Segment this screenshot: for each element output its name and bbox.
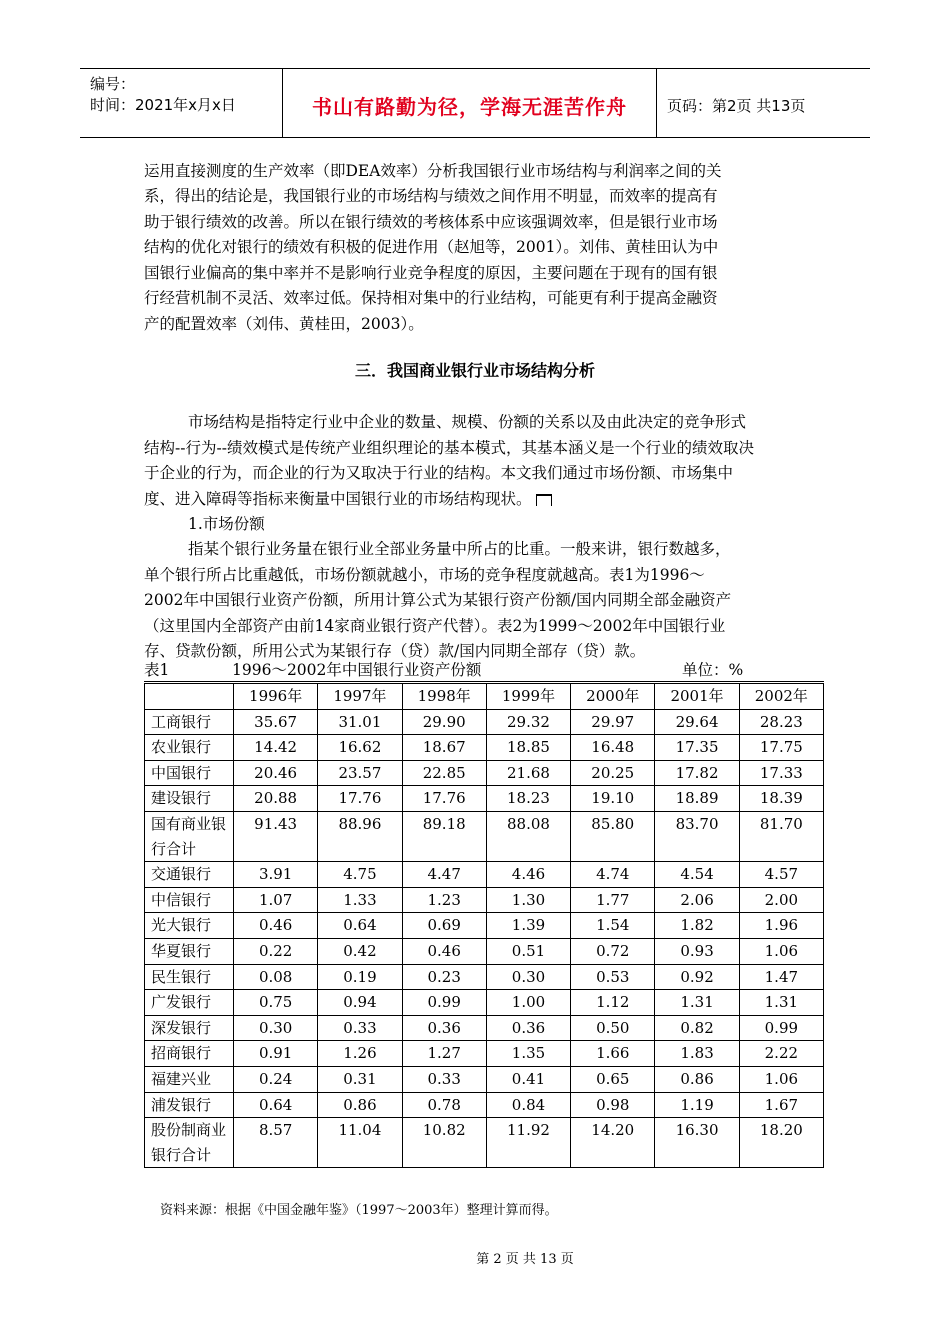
year-header: 2000年: [571, 683, 655, 710]
table-unit: 单位：%: [682, 661, 744, 679]
value-cell: 1.47: [739, 964, 823, 990]
bank-name-cell: 招商银行: [145, 1041, 234, 1067]
value-cell: 0.98: [571, 1092, 655, 1118]
value-cell: 19.10: [571, 786, 655, 812]
value-cell: 18.89: [655, 786, 739, 812]
value-cell: 1.33: [318, 887, 402, 913]
value-cell: 1.83: [655, 1041, 739, 1067]
value-cell: 0.24: [234, 1066, 318, 1092]
value-cell: 1.66: [571, 1041, 655, 1067]
value-cell: 1.67: [739, 1092, 823, 1118]
value-cell: 0.33: [402, 1066, 486, 1092]
value-cell: 29.64: [655, 709, 739, 735]
value-cell: 0.93: [655, 938, 739, 964]
value-cell: 17.76: [318, 786, 402, 812]
value-cell: 22.85: [402, 760, 486, 786]
value-cell: 0.46: [234, 913, 318, 939]
text-line: 指某个银行业务量在银行业全部业务量中所占的比重。一般来讲，银行数越多，: [188, 540, 731, 558]
value-cell: 0.19: [318, 964, 402, 990]
value-cell: 21.68: [486, 760, 570, 786]
value-cell: 1.27: [402, 1041, 486, 1067]
table-row: [145, 1118, 824, 1168]
value-cell: 18.85: [486, 735, 570, 761]
source-note: 资料来源：根据《中国金融年鉴》（1997～2003年）整理计算而得。: [160, 1203, 558, 1218]
value-cell: 88.08: [486, 811, 570, 861]
bank-name-cell: 股份制商业银行合计: [145, 1118, 234, 1168]
value-cell: 18.39: [739, 786, 823, 812]
value-cell: 83.70: [655, 811, 739, 861]
document-time-label: 时间：2021年x月x日: [90, 96, 236, 114]
text-line: 市场结构是指特定行业中企业的数量、规模、份额的关系以及由此决定的竞争形式: [188, 413, 747, 431]
text-cursor-mark: [536, 494, 552, 506]
text-line: 运用直接测度的生产效率（即DEA效率）分析我国银行业市场结构与利润率之间的关: [144, 162, 722, 180]
text-line: [144, 487, 804, 509]
value-cell: 0.41: [486, 1066, 570, 1092]
text-line: 助于银行绩效的改善。所以在银行绩效的考核体系中应该强调效率，但是银行业市场: [144, 213, 718, 231]
text-line: 存、贷款份额，所用公式为某银行存（贷）款/国内同期全部存（贷）款。: [144, 642, 646, 660]
value-cell: 0.30: [234, 1015, 318, 1041]
table-row: [145, 1066, 824, 1092]
value-cell: 91.43: [234, 811, 318, 861]
value-cell: 0.46: [402, 938, 486, 964]
value-cell: 17.35: [655, 735, 739, 761]
value-cell: 10.82: [402, 1118, 486, 1168]
bank-name-cell: 中国银行: [145, 760, 234, 786]
bank-name-cell: 深发银行: [145, 1015, 234, 1041]
value-cell: 2.22: [739, 1041, 823, 1067]
value-cell: 88.96: [318, 811, 402, 861]
value-cell: 0.92: [655, 964, 739, 990]
bank-name-cell: 光大银行: [145, 913, 234, 939]
header-motto: 书山有路勤为径，学海无涯苦作舟: [312, 95, 627, 119]
value-cell: 0.53: [571, 964, 655, 990]
value-cell: 1.39: [486, 913, 570, 939]
value-cell: 0.08: [234, 964, 318, 990]
value-cell: 28.23: [739, 709, 823, 735]
value-cell: 1.96: [739, 913, 823, 939]
value-cell: 0.86: [318, 1092, 402, 1118]
value-cell: 20.25: [571, 760, 655, 786]
text-line: 于企业的行为，而企业的行为又取决于行业的结构。本文我们通过市场份额、市场集中: [144, 464, 734, 482]
value-cell: 0.69: [402, 913, 486, 939]
value-cell: 0.82: [655, 1015, 739, 1041]
text-line: 结构--行为--绩效模式是传统产业组织理论的基本模式，其基本涵义是一个行业的绩效取决: [144, 439, 754, 457]
subheading-market-share: 1.市场份额: [188, 515, 265, 533]
value-cell: 0.23: [402, 964, 486, 990]
header-page-cell: [657, 69, 870, 137]
table-row: [145, 990, 824, 1016]
bank-name-cell: 中信银行: [145, 887, 234, 913]
value-cell: 17.76: [402, 786, 486, 812]
value-cell: 89.18: [402, 811, 486, 861]
value-cell: 0.30: [486, 964, 570, 990]
value-cell: 81.70: [739, 811, 823, 861]
value-cell: 0.36: [402, 1015, 486, 1041]
text-line: 系，得出的结论是，我国银行业的市场结构与绩效之间作用不明显，而效率的提高有: [144, 187, 718, 205]
year-header: 2001年: [655, 683, 739, 710]
table-row: [145, 1015, 824, 1041]
table-title: 1996～2002年中国银行业资产份额: [232, 661, 482, 679]
value-cell: 18.20: [739, 1118, 823, 1168]
bank-name-cell: 农业银行: [145, 735, 234, 761]
bank-name-cell: 交通银行: [145, 862, 234, 888]
section-heading: 三．我国商业银行业市场结构分析: [354, 361, 595, 380]
value-cell: 31.01: [318, 709, 402, 735]
value-cell: 4.57: [739, 862, 823, 888]
value-cell: 85.80: [571, 811, 655, 861]
year-header: 1999年: [486, 683, 570, 710]
bank-name-cell: 华夏银行: [145, 938, 234, 964]
value-cell: 14.42: [234, 735, 318, 761]
value-cell: 1.07: [234, 887, 318, 913]
value-cell: 0.33: [318, 1015, 402, 1041]
table-row: [145, 938, 824, 964]
table-body: [145, 709, 824, 1168]
text-line: 国银行业偏高的集中率并不是影响行业竞争程度的原因，主要问题在于现有的国有银: [144, 264, 718, 282]
document-number-label: 编号：: [90, 75, 136, 93]
value-cell: 18.23: [486, 786, 570, 812]
value-cell: 1.06: [739, 1066, 823, 1092]
value-cell: 17.33: [739, 760, 823, 786]
header-page-number: 页码：第2页 共13页: [667, 97, 806, 115]
value-cell: 11.92: [486, 1118, 570, 1168]
value-cell: 1.77: [571, 887, 655, 913]
value-cell: 17.82: [655, 760, 739, 786]
value-cell: 1.06: [739, 938, 823, 964]
value-cell: 4.54: [655, 862, 739, 888]
text-line: 产的配置效率（刘伟、黄桂田，2003）。: [144, 315, 424, 333]
bank-name-cell: 福建兴业: [145, 1066, 234, 1092]
value-cell: 0.22: [234, 938, 318, 964]
header-motto-cell: [283, 69, 657, 137]
value-cell: 0.65: [571, 1066, 655, 1092]
bank-name-cell: 建设银行: [145, 786, 234, 812]
value-cell: 0.99: [739, 1015, 823, 1041]
table-row: [145, 811, 824, 861]
value-cell: 23.57: [318, 760, 402, 786]
table-row: [145, 1041, 824, 1067]
value-cell: 0.42: [318, 938, 402, 964]
value-cell: 4.75: [318, 862, 402, 888]
table-row: [145, 862, 824, 888]
value-cell: 1.23: [402, 887, 486, 913]
value-cell: 2.00: [739, 887, 823, 913]
value-cell: 3.91: [234, 862, 318, 888]
value-cell: 1.82: [655, 913, 739, 939]
table-row: [145, 964, 824, 990]
value-cell: 1.19: [655, 1092, 739, 1118]
text-line: 结构的优化对银行的绩效有积极的促进作用（赵旭等，2001）。刘伟、黄桂田认为中: [144, 238, 719, 256]
value-cell: 17.75: [739, 735, 823, 761]
value-cell: 11.04: [318, 1118, 402, 1168]
value-cell: 0.72: [571, 938, 655, 964]
value-cell: 4.47: [402, 862, 486, 888]
bank-name-cell: 民生银行: [145, 964, 234, 990]
value-cell: 0.99: [402, 990, 486, 1016]
value-cell: 4.74: [571, 862, 655, 888]
year-header: 1998年: [402, 683, 486, 710]
value-cell: 1.31: [655, 990, 739, 1016]
value-cell: 0.31: [318, 1066, 402, 1092]
value-cell: 20.46: [234, 760, 318, 786]
value-cell: 1.30: [486, 887, 570, 913]
value-cell: 1.54: [571, 913, 655, 939]
value-cell: 16.48: [571, 735, 655, 761]
table-row: [145, 887, 824, 913]
bank-name-cell: 工商银行: [145, 709, 234, 735]
value-cell: 0.51: [486, 938, 570, 964]
text-line: 行经营机制不灵活、效率过低。保持相对集中的行业结构，可能更有利于提高金融资: [144, 289, 718, 307]
value-cell: 0.64: [234, 1092, 318, 1118]
value-cell: 29.90: [402, 709, 486, 735]
bank-name-cell: 浦发银行: [145, 1092, 234, 1118]
header-meta-cell: [80, 69, 283, 137]
year-header: 2002年: [739, 683, 823, 710]
value-cell: 16.30: [655, 1118, 739, 1168]
text-line: 单个银行所占比重越低，市场份额就越小，市场的竞争程度就越高。表1为1996～: [144, 566, 705, 584]
value-cell: 0.84: [486, 1092, 570, 1118]
value-cell: 29.32: [486, 709, 570, 735]
table-header-empty: [145, 683, 234, 710]
value-cell: 1.35: [486, 1041, 570, 1067]
value-cell: 1.12: [571, 990, 655, 1016]
table-row: [145, 735, 824, 761]
value-cell: 0.86: [655, 1066, 739, 1092]
value-cell: 1.26: [318, 1041, 402, 1067]
value-cell: 18.67: [402, 735, 486, 761]
value-cell: 4.46: [486, 862, 570, 888]
value-cell: 0.64: [318, 913, 402, 939]
value-cell: 0.75: [234, 990, 318, 1016]
asset-share-table: [144, 681, 824, 1168]
table-label: 表1: [144, 661, 170, 679]
value-cell: 1.00: [486, 990, 570, 1016]
bank-name-cell: 广发银行: [145, 990, 234, 1016]
value-cell: 2.06: [655, 887, 739, 913]
value-cell: 0.94: [318, 990, 402, 1016]
text-line: 2002年中国银行业资产份额，所用计算公式为某银行资产份额/国内同期全部金融资产: [144, 591, 732, 609]
table-row: [145, 760, 824, 786]
value-cell: 35.67: [234, 709, 318, 735]
bank-name-cell: 国有商业银行合计: [145, 811, 234, 861]
table-row: [145, 913, 824, 939]
page-header: [80, 68, 870, 138]
table-row: [145, 1092, 824, 1118]
value-cell: 29.97: [571, 709, 655, 735]
page-footer: 第 2 页 共 13 页: [476, 1252, 574, 1267]
value-cell: 0.50: [571, 1015, 655, 1041]
value-cell: 0.91: [234, 1041, 318, 1067]
table-row: [145, 786, 824, 812]
value-cell: 8.57: [234, 1118, 318, 1168]
text-line: （这里国内全部资产由前14家商业银行资产代替）。表2为1999～2002年中国银行业: [144, 617, 726, 635]
value-cell: 0.78: [402, 1092, 486, 1118]
year-header: 1997年: [318, 683, 402, 710]
value-cell: 0.36: [486, 1015, 570, 1041]
value-cell: 14.20: [571, 1118, 655, 1168]
table-row: [145, 709, 824, 735]
value-cell: 1.31: [739, 990, 823, 1016]
year-header: 1996年: [234, 683, 318, 710]
value-cell: 16.62: [318, 735, 402, 761]
table-header-row: [145, 683, 824, 710]
text-line-content: 度、进入障碍等指标来衡量中国银行业的市场结构现状。: [144, 490, 532, 508]
value-cell: 20.88: [234, 786, 318, 812]
